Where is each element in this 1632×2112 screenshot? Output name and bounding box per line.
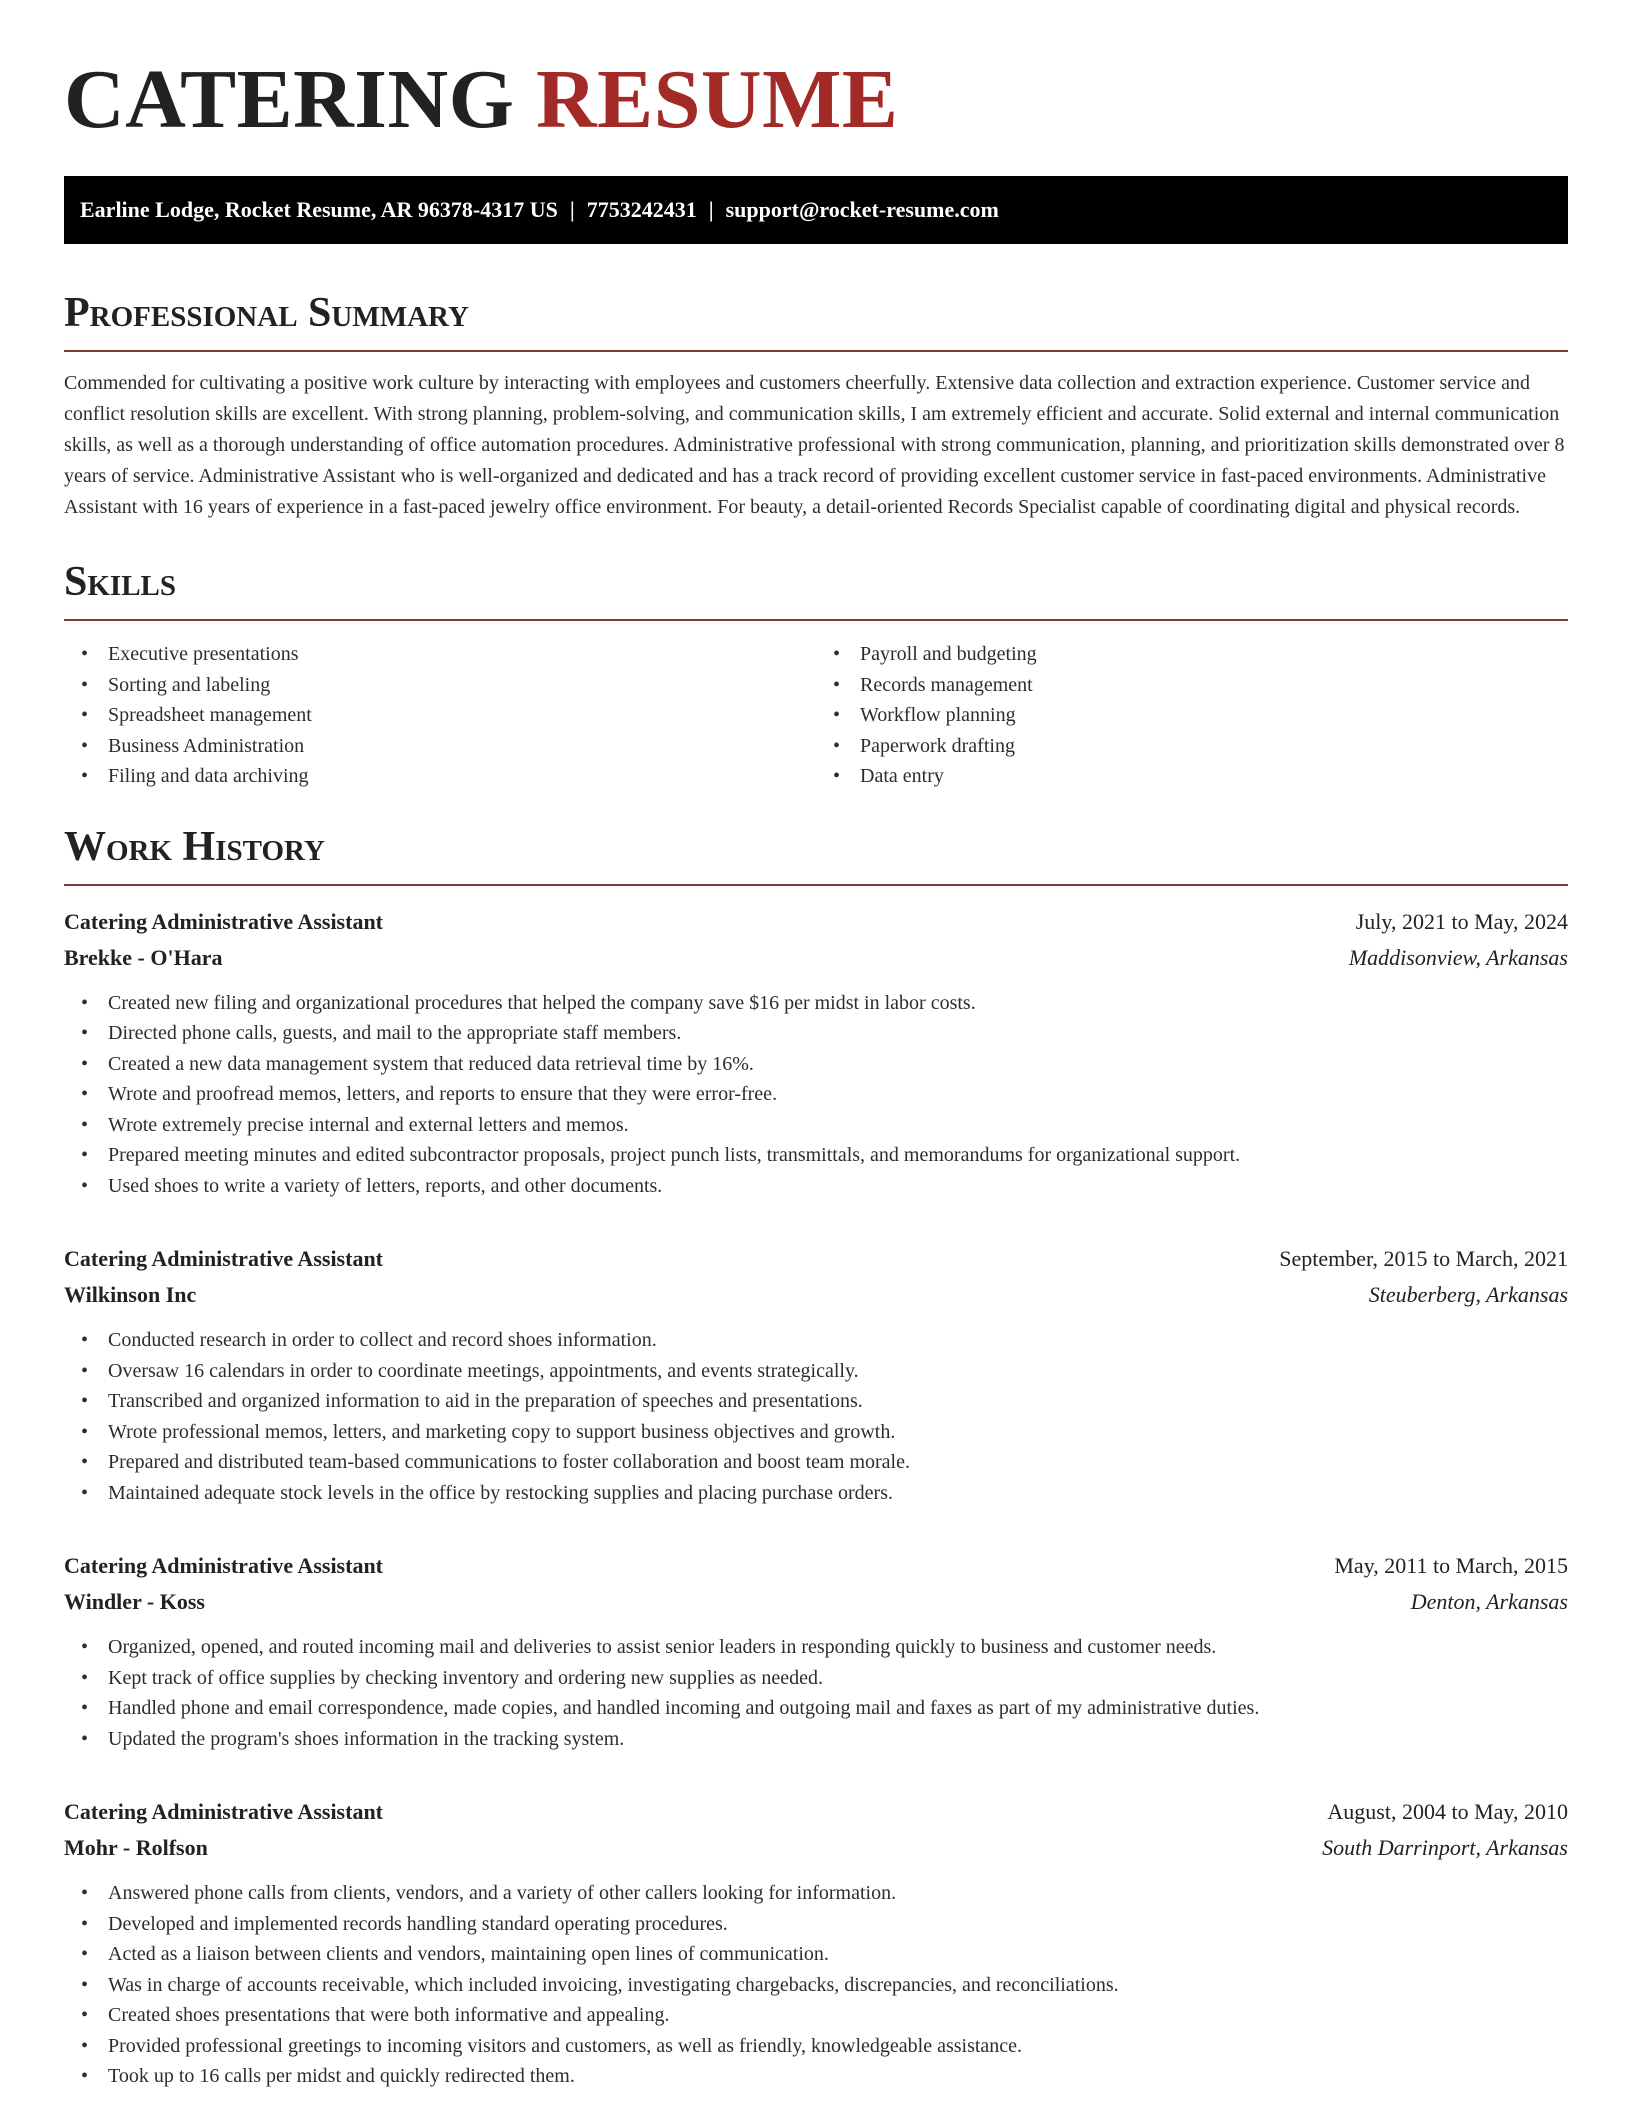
duty-item: • Took up to 16 calls per midst and quickly redirected them.	[108, 2061, 1568, 2092]
skill-item: • Workflow planning	[860, 700, 1568, 731]
duty-item: • Created shoes presentations that were both informative and appealing.	[108, 2000, 1568, 2031]
duty-item: • Kept track of office supplies by checking inventory and ordering new supplies as needed.	[108, 1663, 1568, 1694]
contact-bar	[64, 176, 1568, 244]
job-company-row	[64, 1584, 1568, 1620]
summary-heading: Professional Summary	[64, 288, 1568, 352]
skill-item: • Spreadsheet management	[108, 700, 816, 731]
job-location: South Darrinport, Arkansas	[1322, 1835, 1568, 1860]
job-entry	[64, 904, 1568, 1202]
job-dates: May, 2011 to March, 2015	[1334, 1553, 1568, 1578]
job-title: Catering Administrative Assistant	[64, 1799, 383, 1824]
skill-item: • Records management	[860, 670, 1568, 701]
duty-item: • Developed and implemented records handling standard operating procedures.	[108, 1909, 1568, 1940]
skills-column-right	[816, 639, 1568, 792]
duty-item: • Wrote extremely precise internal and external letters and memos.	[108, 1110, 1568, 1141]
duty-item: • Maintained adequate stock levels in the office by restocking supplies and placing purchase orders.	[108, 1478, 1568, 1509]
duty-item: • Updated the program's shoes information in the tracking system.	[108, 1724, 1568, 1755]
duty-item: • Created a new data management system that reduced data retrieval time by 16%.	[108, 1049, 1568, 1080]
job-entry	[64, 1241, 1568, 1508]
job-duties	[64, 1878, 1568, 2092]
contact-separator: |	[569, 197, 575, 222]
job-location: Steuberberg, Arkansas	[1368, 1282, 1568, 1307]
duty-item: • Prepared and distributed team-based communications to foster collaboration and boost team morale.	[108, 1447, 1568, 1478]
job-company: Mohr - Rolfson	[64, 1835, 208, 1860]
skill-item: • Executive presentations	[108, 639, 816, 670]
job-company-row	[64, 940, 1568, 976]
contact-email: support@rocket-resume.com	[725, 197, 999, 222]
resume-title-accent: RESUME	[536, 53, 899, 146]
skill-item: • Sorting and labeling	[108, 670, 816, 701]
job-company: Windler - Koss	[64, 1589, 205, 1614]
job-duties	[64, 988, 1568, 1202]
skill-item: • Paperwork drafting	[860, 731, 1568, 762]
job-header-row	[64, 1241, 1568, 1277]
skills-column-left	[64, 639, 816, 792]
summary-text: Commended for cultivating a positive work culture by interacting with employees and customers cheerfully. Extensive data collection and extraction experience. Customer service and conflict resolution skills are excellent. With strong planning, problem-solving, and communication skills, I am extremely efficient and accurate. Solid external and internal communication skills, as well as a thorough understanding of office automation procedures. Administrative professional with strong communication, planning, and prioritization skills demonstrated over 8 years of service. Administrative Assistant who is well-organized and dedicated and has a track record of providing excellent customer service in fast-paced environments. Administrative Assistant with 16 years of experience in a fast-paced jewelry office environment. For beauty, a detail-oriented Records Specialist capable of coordinating digital and physical records.	[64, 372, 1565, 518]
duty-item: • Acted as a liaison between clients and vendors, maintaining open lines of communication.	[108, 1939, 1568, 1970]
resume-page	[64, 0, 1568, 2092]
job-location: Denton, Arkansas	[1410, 1589, 1568, 1614]
skill-item: • Business Administration	[108, 731, 816, 762]
job-header-row	[64, 1548, 1568, 1584]
job-location: Maddisonview, Arkansas	[1348, 944, 1568, 970]
duty-item: • Wrote and proofread memos, letters, and reports to ensure that they were error-free.	[108, 1079, 1568, 1110]
job-dates: September, 2015 to March, 2021	[1279, 1246, 1568, 1271]
duty-item: • Conducted research in order to collect and record shoes information.	[108, 1325, 1568, 1356]
job-title: Catering Administrative Assistant	[64, 908, 383, 934]
duty-item: • Wrote professional memos, letters, and marketing copy to support business objectives and growth.	[108, 1417, 1568, 1448]
duty-item: • Provided professional greetings to incoming visitors and customers, as well as friendly, knowledgeable assistance.	[108, 2031, 1568, 2062]
job-company-row	[64, 1830, 1568, 1866]
skill-item: • Payroll and budgeting	[860, 639, 1568, 670]
duty-item: • Oversaw 16 calendars in order to coordinate meetings, appointments, and events strategically.	[108, 1356, 1568, 1387]
duty-item: • Organized, opened, and routed incoming mail and deliveries to assist senior leaders in responding quickly to business and customer needs.	[108, 1632, 1568, 1663]
skills-heading: Skills	[64, 557, 1568, 621]
duty-item: • Used shoes to write a variety of letters, reports, and other documents.	[108, 1171, 1568, 1202]
job-title: Catering Administrative Assistant	[64, 1553, 383, 1578]
resume-title	[64, 0, 1568, 146]
duty-item: • Was in charge of accounts receivable, which included invoicing, investigating chargebacks, discrepancies, and reconciliations.	[108, 1970, 1568, 2001]
job-entry	[64, 1794, 1568, 2092]
work-history-heading: Work History	[64, 822, 1568, 886]
job-company-row	[64, 1277, 1568, 1313]
duty-item: • Prepared meeting minutes and edited subcontractor proposals, project punch lists, transmittals, and memorandums for organizational support.	[108, 1140, 1568, 1171]
job-dates: August, 2004 to May, 2010	[1327, 1799, 1568, 1824]
job-title: Catering Administrative Assistant	[64, 1246, 383, 1271]
skills-list	[64, 639, 1568, 792]
job-entry	[64, 1548, 1568, 1754]
contact-separator: |	[708, 197, 714, 222]
contact-phone: 7753242431	[586, 197, 697, 222]
duty-item: • Handled phone and email correspondence, made copies, and handled incoming and outgoing mail and faxes as part of my administrative duties.	[108, 1693, 1568, 1724]
job-header-row	[64, 1794, 1568, 1830]
duty-item: • Transcribed and organized information to aid in the preparation of speeches and presentations.	[108, 1386, 1568, 1417]
job-header-row	[64, 904, 1568, 940]
job-duties	[64, 1632, 1568, 1754]
resume-title-main: CATERING	[64, 53, 515, 146]
job-dates: July, 2021 to May, 2024	[1355, 908, 1568, 934]
job-company: Wilkinson Inc	[64, 1282, 197, 1307]
duty-item: • Directed phone calls, guests, and mail to the appropriate staff members.	[108, 1018, 1568, 1049]
job-company: Brekke - O'Hara	[64, 944, 223, 970]
duty-item: • Created new filing and organizational procedures that helped the company save $16 per midst in labor costs.	[108, 988, 1568, 1019]
job-duties	[64, 1325, 1568, 1508]
skill-item: • Data entry	[860, 761, 1568, 792]
duty-item: • Answered phone calls from clients, vendors, and a variety of other callers looking for information.	[108, 1878, 1568, 1909]
skill-item: • Filing and data archiving	[108, 761, 816, 792]
contact-address: Earline Lodge, Rocket Resume, AR 96378-4317 US	[80, 197, 558, 222]
